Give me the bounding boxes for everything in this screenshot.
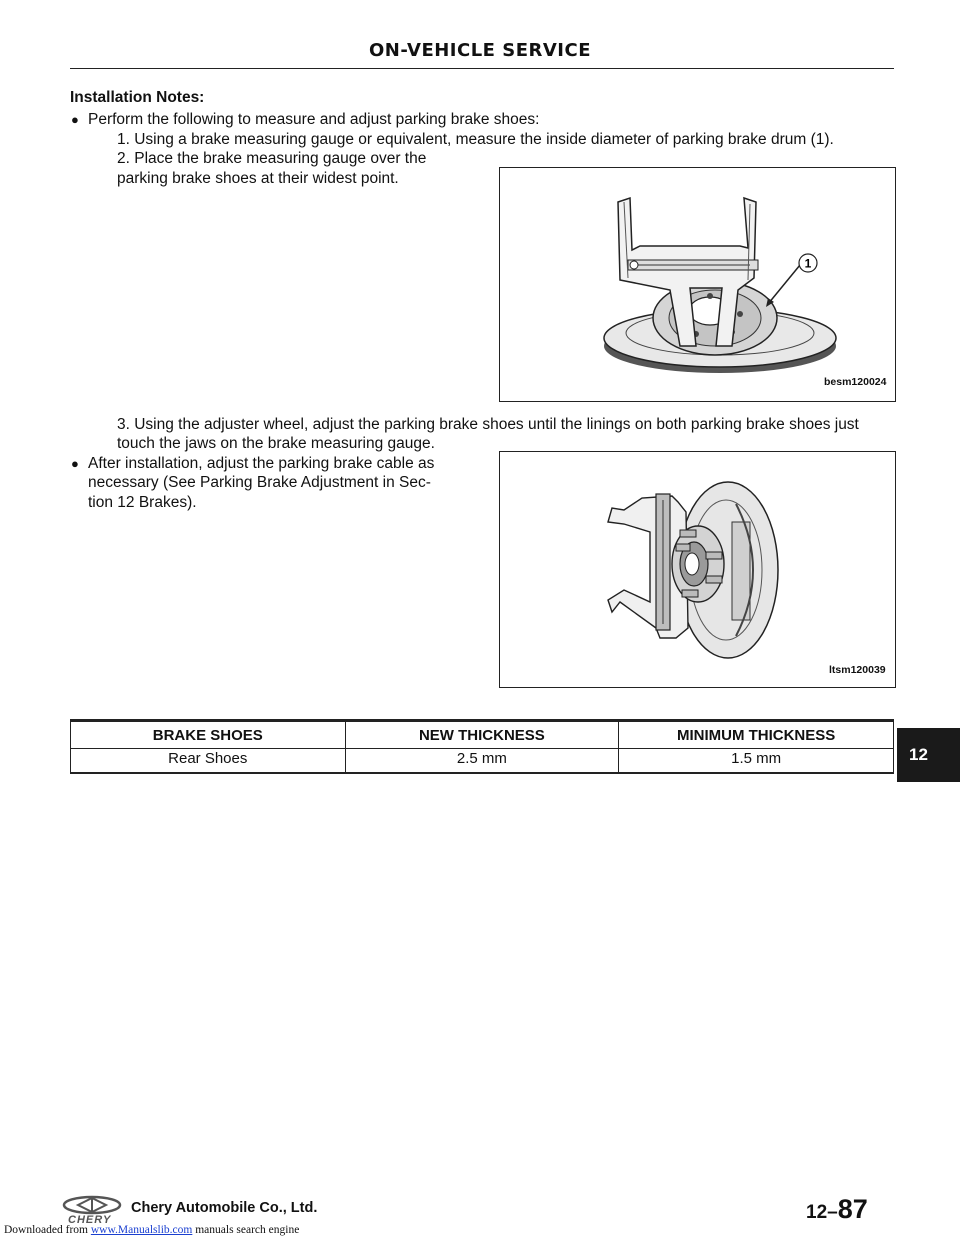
company-name: Chery Automobile Co., Ltd. [131,1200,318,1216]
figure-brake-assembly [499,451,896,688]
section-tab: 12 [897,728,960,782]
download-prefix: Downloaded from [4,1224,91,1236]
figure-2-code: ltsm120039 [829,664,886,676]
figure-brake-drum-gauge [499,167,896,402]
brake-assembly-illustration [500,452,895,687]
download-suffix: manuals search engine [192,1224,300,1236]
brake-shoe-thickness-table [70,719,894,774]
header-divider [70,68,894,69]
table-header-cell: BRAKE SHOES [71,721,346,749]
table-cell: 1.5 mm [619,749,894,774]
download-footer [4,1224,299,1236]
table-header-cell: NEW THICKNESS [345,721,619,749]
page-section: 12– [806,1202,838,1223]
table-header-row [71,721,894,749]
chery-logo-text: CHERY [68,1214,112,1226]
page-header-title: ON-VEHICLE SERVICE [368,40,591,61]
bullet-1-text: Perform the following to measure and adjust parking brake shoes: [88,111,540,128]
table-header-cell: MINIMUM THICKNESS [619,721,894,749]
page-number [806,1194,868,1225]
bullet-2-line-1: After installation, adjust the parking brake cable as [88,455,435,472]
step-3-line-2: touch the jaws on the brake measuring gauge. [117,435,435,452]
bullet-dot-2: ● [71,456,79,471]
page-num: 87 [837,1194,868,1224]
brake-drum-gauge-illustration [500,168,895,401]
figure-1-code: besm120024 [824,376,887,388]
step-3-line-1: 3. Using the adjuster wheel, adjust the parking brake shoes until the linings on both parking brake shoes just [117,416,859,433]
bullet-dot-1: ● [71,112,79,127]
bullet-2-line-2: necessary (See Parking Brake Adjustment in Sec- [88,474,431,491]
bullet-2-line-3: tion 12 Brakes). [88,494,197,511]
manualslib-link[interactable]: www.Manualslib.com [90,1224,193,1236]
installation-notes-heading: Installation Notes: [70,89,205,106]
step-2-line-2: parking brake shoes at their widest point. [117,170,399,187]
table-cell: Rear Shoes [71,749,346,774]
step-2-line-1: 2. Place the brake measuring gauge over the [117,150,427,167]
step-1-text: 1. Using a brake measuring gauge or equivalent, measure the inside diameter of parking brake drum (1). [117,131,834,148]
table-cell: 2.5 mm [345,749,619,774]
drum-callout-number: 1 [804,256,812,271]
table-row [71,749,894,774]
